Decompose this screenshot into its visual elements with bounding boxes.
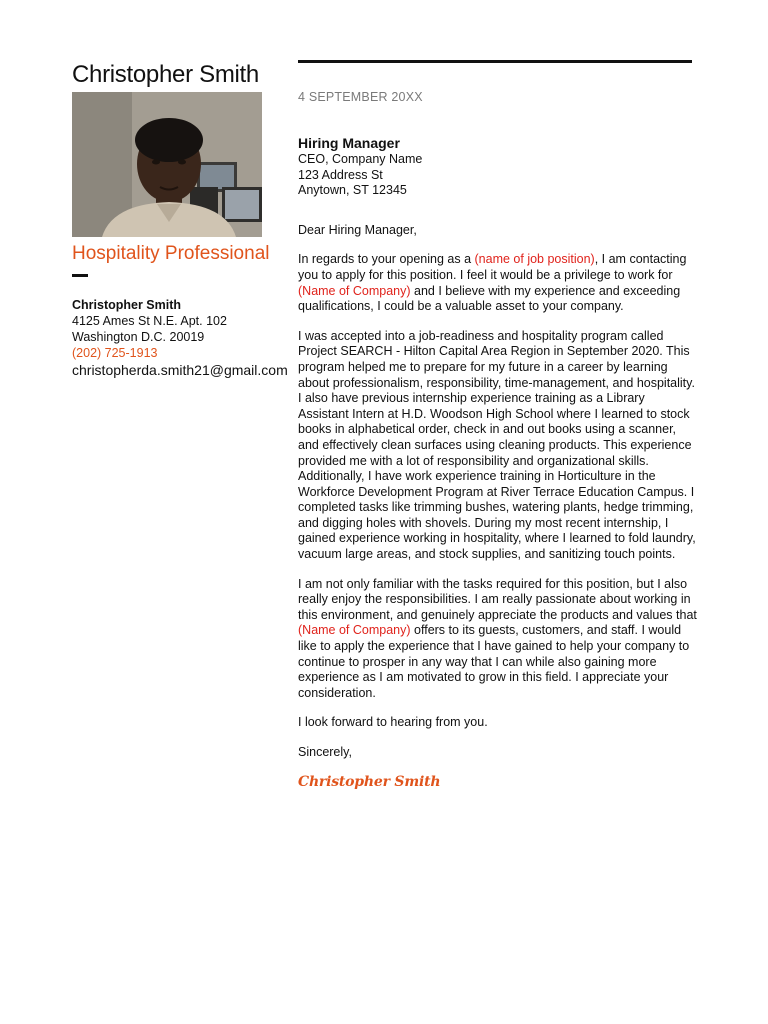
salutation: Dear Hiring Manager,	[298, 222, 417, 237]
sidebar	[72, 58, 288, 378]
recipient-block	[298, 134, 698, 199]
divider-dash	[72, 274, 88, 277]
closing: Sincerely,	[298, 745, 352, 759]
paragraph-3-part-a: I am not only familiar with the tasks required for this position, but I also really enjoy the responsibilities. I am really passionate about working in this environment, and genuinely appreciate the products and values that	[298, 576, 697, 622]
recipient-address-2: Anytown, ST 12345	[298, 183, 407, 198]
company-name-placeholder: (Name of Company)	[298, 623, 411, 638]
paragraph-4: I look forward to hearing from you.	[298, 715, 488, 730]
job-position-placeholder: (name of job position)	[474, 252, 595, 267]
paragraph-3	[298, 577, 698, 702]
address-line-1: 4125 Ames St N.E. Apt. 102	[72, 314, 227, 328]
address-line-2: Washington D.C. 20019	[72, 330, 205, 344]
phone-number: (202) 725-1913	[72, 346, 158, 360]
header-rule	[298, 60, 692, 63]
company-name-placeholder: (Name of Company)	[298, 283, 411, 298]
signature: Christopher Smith	[298, 773, 441, 790]
candidate-name: Christopher Smith	[72, 61, 259, 88]
recipient-name: Hiring Manager	[298, 135, 400, 151]
profile-photo	[72, 92, 262, 237]
professional-title: Hospitality Professional	[72, 243, 270, 264]
paragraph-2: I was accepted into a job-readiness and hospitality program called Project SEARCH - Hilton Capital Area Region in September 2020. This program helped me to prepare for my future in a career by learning about professionalism, responsibility, time-management, and hospitality. I also have previous internship experience training as a Library Assistant Intern at H.D. Woodson High School where I learned to stock books in alphabetical order, check in and out books using a scanner, and effectively clean surfaces using cleaning products. This experience provided me with a lot of responsibility and organizational skills. Additionally, I have work experience training in Horticulture in the Workforce Development Program at River Terrace Education Campus. I completed tasks like trimming bushes, watering plants, hedge trimming, and digging holes with shovels. During my most recent internship, I gained experience working in hospitality, where I learned to fold laundry, vacuum large areas, and stock supplies, and sanitizing touch points.	[298, 328, 696, 562]
letter-date: 4 SEPTEMBER 20XX	[298, 90, 423, 104]
paragraph-1-part-b: , I am contacting you to apply for this position. I feel it would be a privilege to work for	[298, 252, 687, 282]
email-address: christopherda.smith21@gmail.com	[72, 362, 288, 378]
paragraph-1	[298, 252, 698, 314]
recipient-title: CEO, Company Name	[298, 152, 423, 166]
paragraph-1-part-c: and I believe with my experience and exceeding qualifications, I could be a valuable asset to your company.	[298, 283, 681, 314]
portrait-image	[72, 92, 262, 237]
contact-block	[72, 297, 288, 379]
paragraph-1-part-a: In regards to your opening as a	[298, 252, 475, 267]
letter-text	[298, 223, 698, 790]
paragraph-3-part-b: offers to its guests, customers, and staff. I would like to apply the experience that I have gained to help your company to continue to prosper in any way that I can while also gaining more experience as I am motivated to grow in this field. I appreciate your consideration.	[298, 623, 690, 700]
recipient-address-1: 123 Address St	[298, 167, 383, 182]
letter-body	[298, 88, 698, 790]
contact-name: Christopher Smith	[72, 298, 182, 312]
